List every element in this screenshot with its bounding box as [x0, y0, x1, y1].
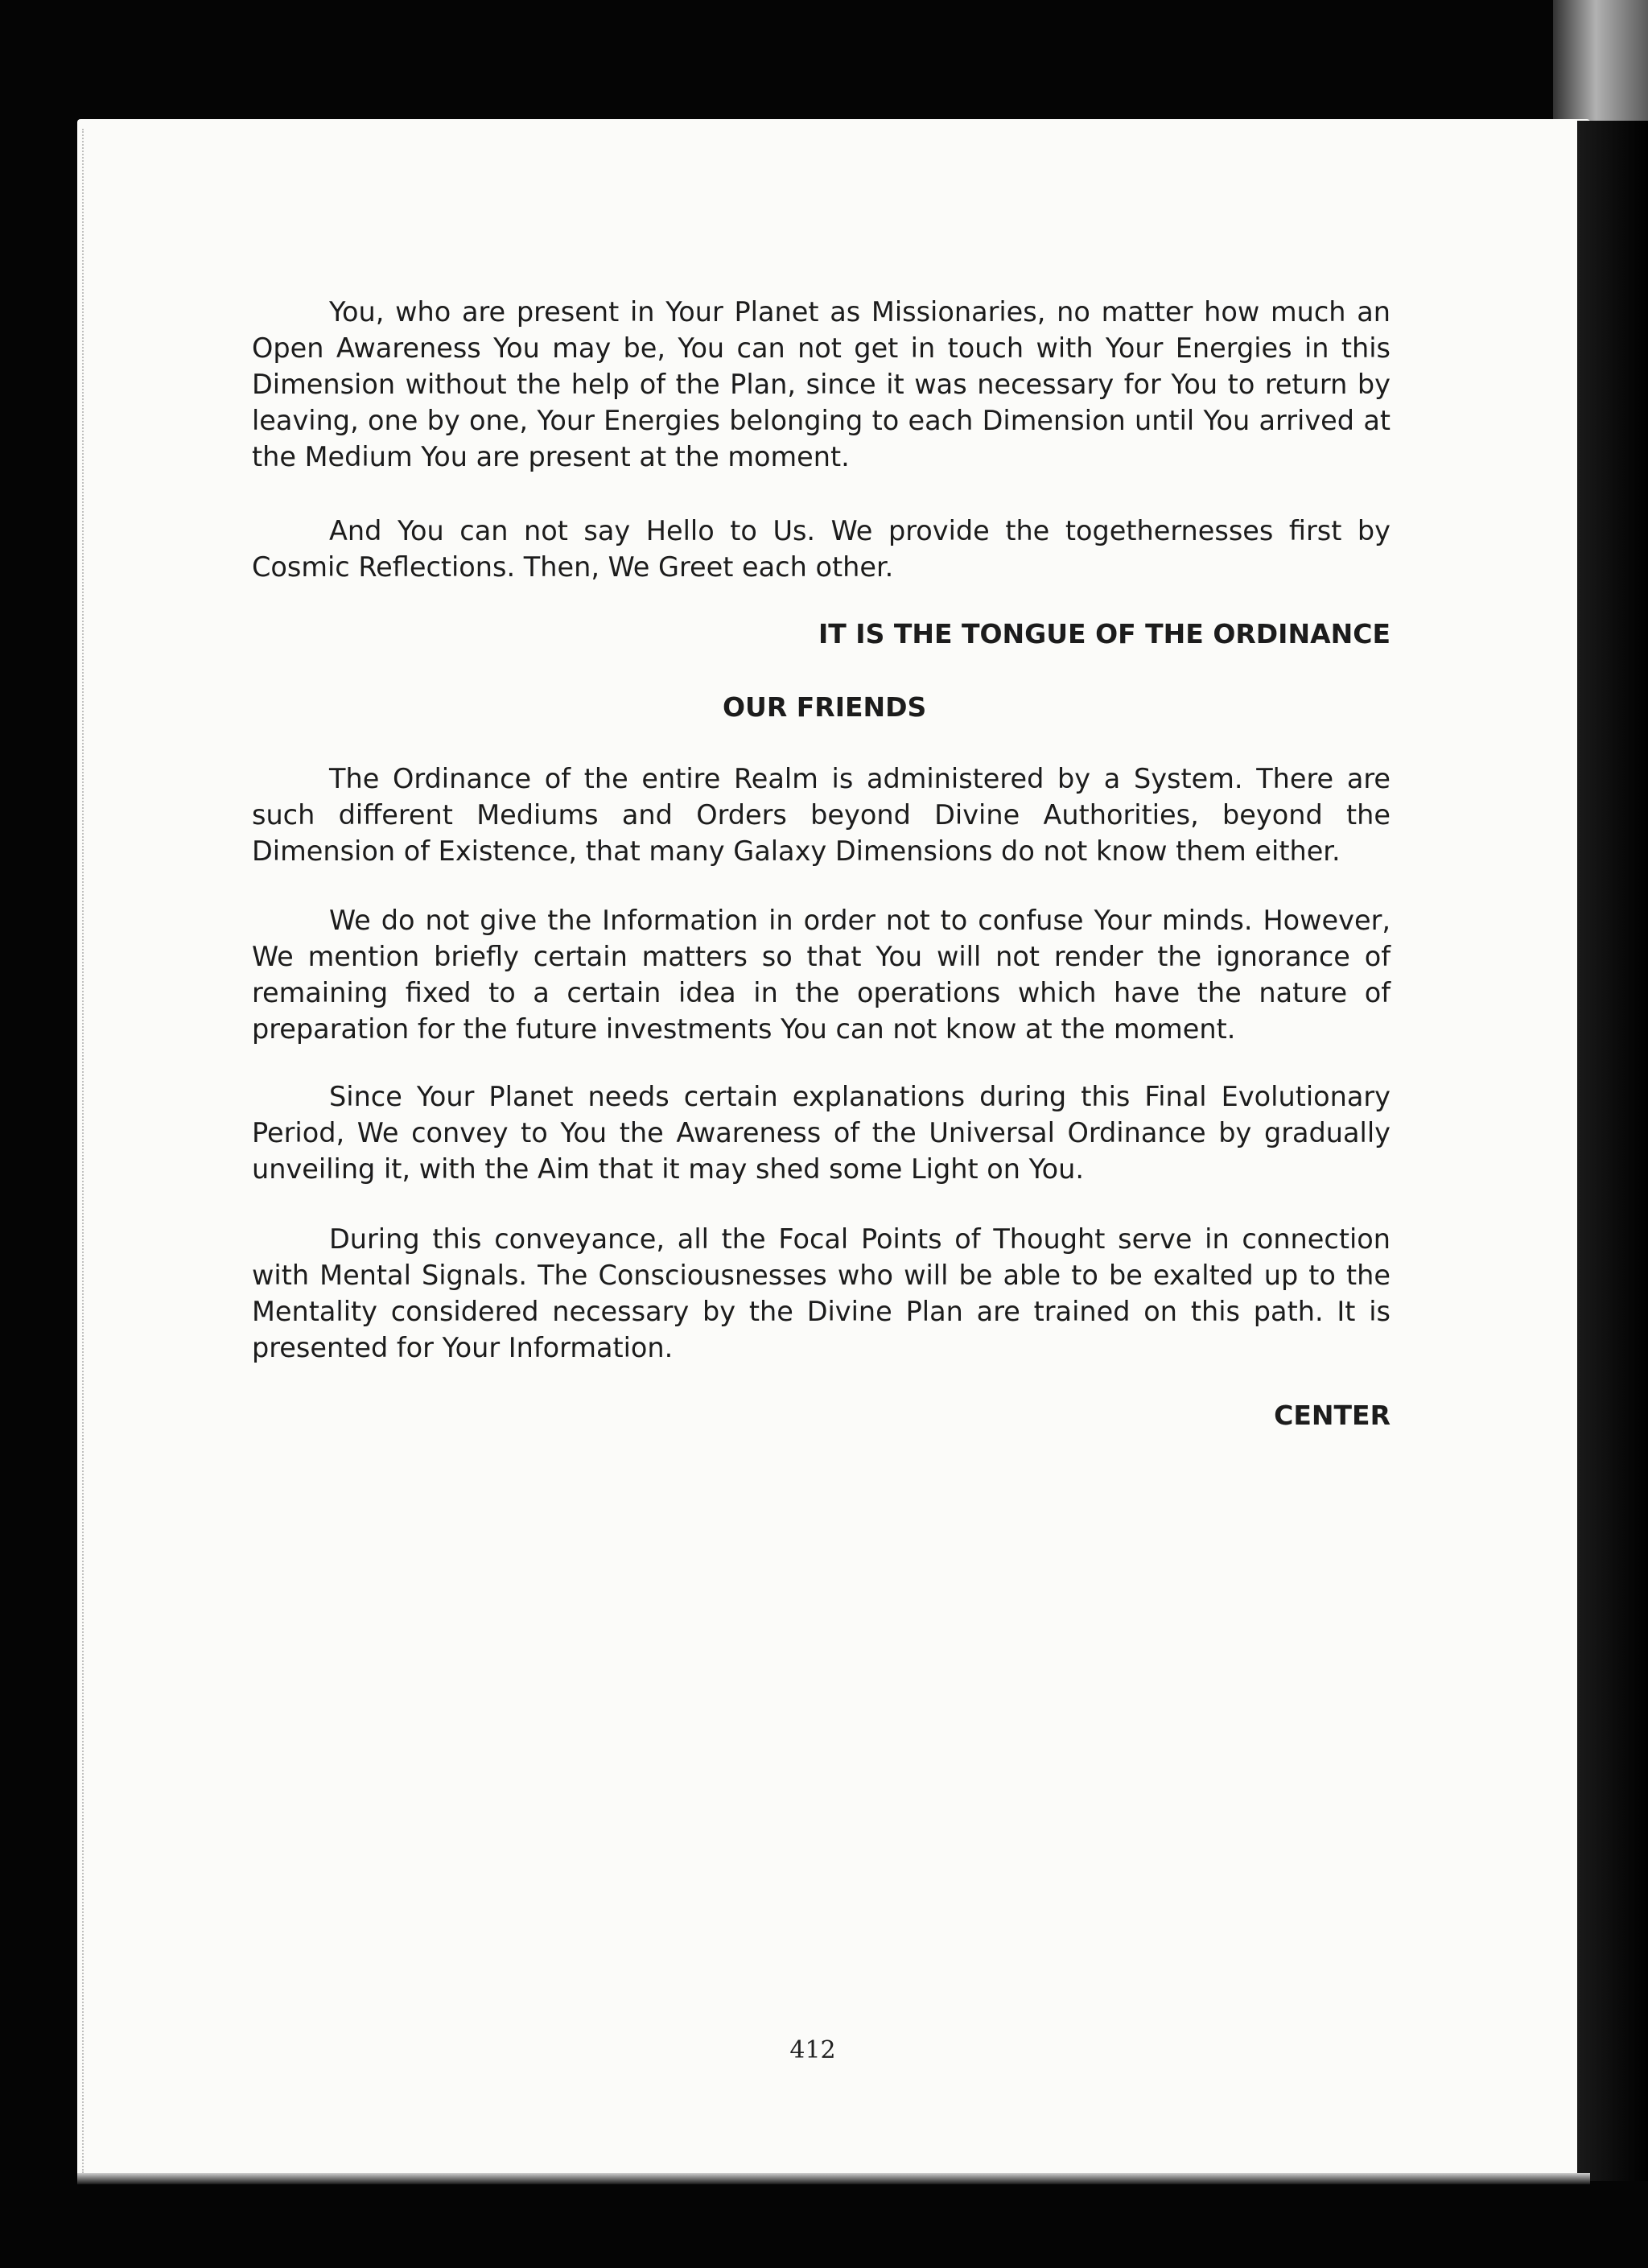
page-binding-edge: [82, 129, 89, 2173]
heading-tongue-of-ordinance: IT IS THE TONGUE OF THE ORDINANCE: [818, 618, 1390, 649]
paragraph-information: We do not give the Information in order not to confuse Your minds. However, We mention briefly certain matters so that You will not render the ignorance of remaining fixed to a certain idea in the operations which have the nature of preparation for the future investments You can not know at the moment.: [252, 905, 1390, 1045]
page-number: 412: [789, 2036, 836, 2064]
paragraph-conveyance: During this conveyance, all the Focal Points of Thought serve in connection with Mental Signals. The Consciousnesses who will be able to be exalted up to the Mentality considered necessary by the Divine Plan are trained on this path. It is presented for Your Information.: [252, 1223, 1390, 1363]
signature-center: CENTER: [1274, 1400, 1390, 1431]
heading-our-friends: OUR FRIENDS: [723, 691, 927, 723]
paragraph-missionaries: You, who are present in Your Planet as Missionaries, no matter how much an Open Awareness You may be, You can not get in touch with Your Energies in this Dimension without the help of the Plan, since it was necessary for You to return by leaving, one by one, Your Energies belonging to each Dimension until You arrived at the Medium You are present at the moment.: [252, 296, 1390, 472]
paragraph-hello: And You can not say Hello to Us. We provide the togethernesses first by Cosmic Reflections. Then, We Greet each other.: [252, 515, 1390, 583]
scan-corner-artifact: [1553, 0, 1648, 121]
page-bottom-edge: [77, 2173, 1590, 2184]
page-right-shadow: [1577, 121, 1648, 2181]
paragraph-final-period: Since Your Planet needs certain explanations during this Final Evolutionary Period, We convey to You the Awareness of the Universal Ordinance by gradually unveiling it, with the Aim that it may shed some Light on You.: [252, 1081, 1390, 1185]
paragraph-ordinance-system: The Ordinance of the entire Realm is administered by a System. There are such different Mediums and Orders beyond Divine Authorities, beyond the Dimension of Existence, that many Galaxy Dimensions do not know them either.: [252, 763, 1390, 867]
